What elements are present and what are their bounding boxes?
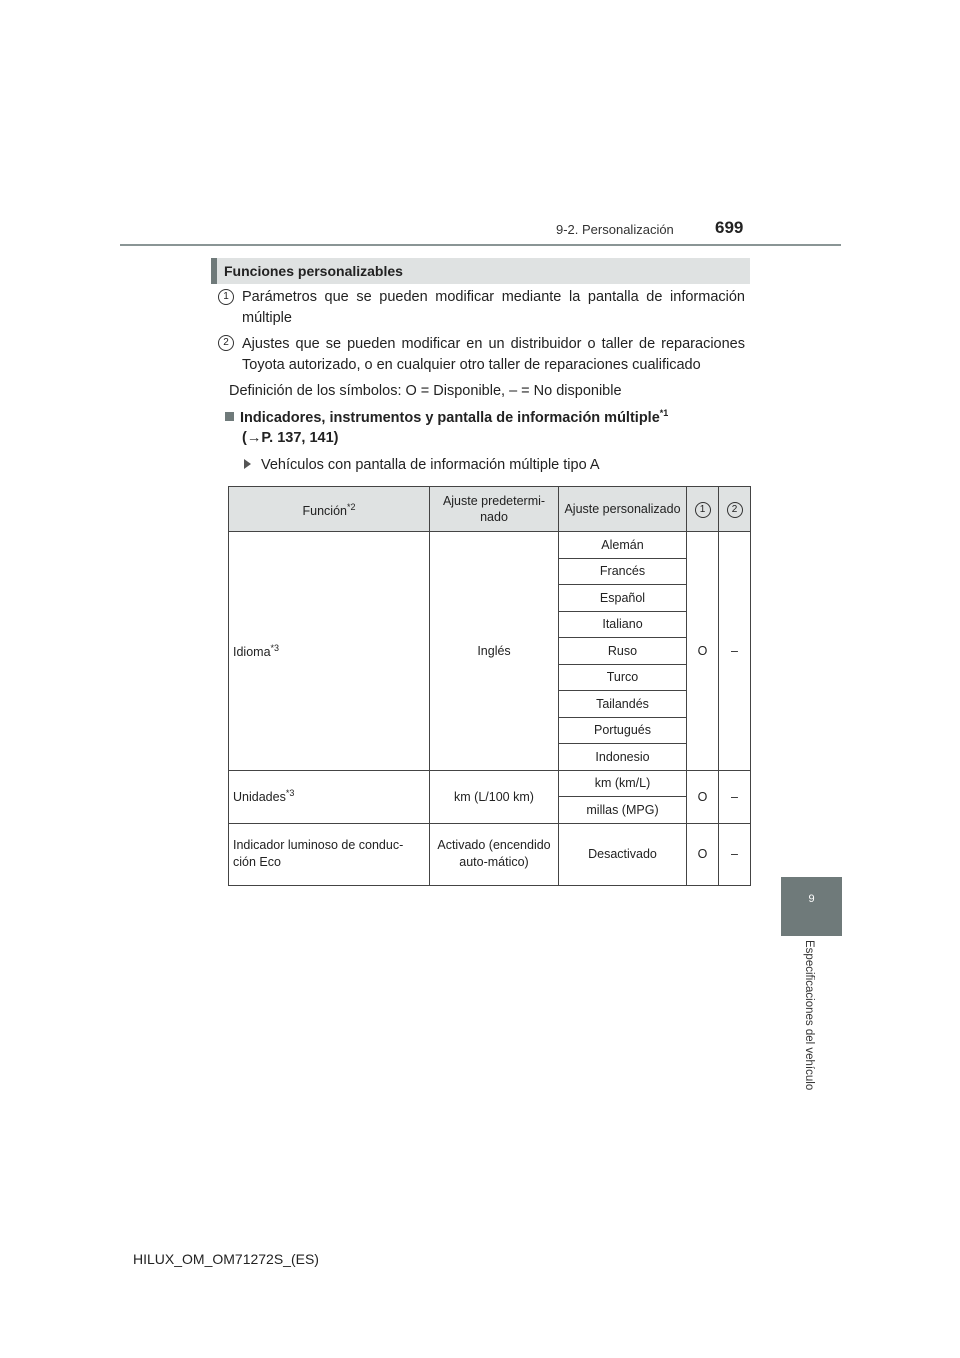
cell-language-default: Inglés bbox=[430, 532, 559, 771]
table-row bbox=[229, 532, 751, 559]
cell-units-col1: O bbox=[687, 770, 719, 823]
cell-language-col1: O bbox=[687, 532, 719, 771]
cell-language-option: Portugués bbox=[559, 717, 687, 744]
cell-units-option: km (km/L) bbox=[559, 770, 687, 797]
cell-units-option: millas (MPG) bbox=[559, 797, 687, 824]
chapter-tab-number: 9 bbox=[808, 893, 815, 905]
header-section-title: 9-2. Personalización bbox=[556, 222, 674, 237]
header-function: Función$^{*2}$ bbox=[229, 487, 430, 532]
subheading bbox=[225, 408, 668, 426]
header-divider bbox=[120, 244, 841, 246]
customization-table bbox=[228, 486, 751, 886]
note-marker-1: 1 bbox=[218, 289, 234, 305]
chapter-tab bbox=[781, 877, 842, 936]
cell-language-col2: – bbox=[719, 532, 751, 771]
section-title-accent bbox=[211, 258, 217, 284]
cell-eco-col1: O bbox=[687, 823, 719, 885]
vehicle-type-text: Vehículos con pantalla de información múltiple tipo A bbox=[261, 457, 600, 473]
note-text-2: Ajustes que se pueden modificar en un distribuidor o taller de reparaciones Toyota autorizado, o en cualquier otro taller de reparaciones cualificado bbox=[242, 336, 745, 373]
cell-eco-default: Activado (encendido auto-mático) bbox=[430, 823, 559, 885]
cell-language-option: Italiano bbox=[559, 611, 687, 638]
cell-units-function: Unidades$^{*3}$ bbox=[229, 770, 430, 823]
cell-units-default: km (L/100 km) bbox=[430, 770, 559, 823]
note-text-1: Parámetros que se pueden modificar mediante la pantalla de información múltiple bbox=[242, 289, 745, 326]
cell-units-col2: – bbox=[719, 770, 751, 823]
chapter-tab-label bbox=[801, 940, 817, 1180]
cell-language-option: Ruso bbox=[559, 638, 687, 665]
chapter-tab-label-text: Especificaciones del vehículo bbox=[803, 940, 815, 1091]
cell-eco-custom: Desactivado bbox=[559, 823, 687, 885]
table-row bbox=[229, 770, 751, 797]
header-col-1: 1 bbox=[687, 487, 719, 532]
footer-document-code: HILUX_OM_OM71272S_(ES) bbox=[133, 1251, 319, 1267]
note-marker-2: 2 bbox=[218, 335, 234, 351]
cell-language-option: Francés bbox=[559, 558, 687, 585]
section-title: Funciones personalizables bbox=[224, 263, 403, 279]
page-number: 699 bbox=[715, 218, 744, 237]
square-bullet-icon bbox=[225, 412, 234, 421]
symbol-definition: Definición de los símbolos: O = Disponible, – = No disponible bbox=[229, 383, 622, 399]
cell-language-option: Alemán bbox=[559, 532, 687, 559]
triangle-bullet-icon bbox=[244, 459, 251, 469]
cell-language-option: Español bbox=[559, 585, 687, 612]
table-header-row bbox=[229, 487, 751, 532]
cell-language-option: Turco bbox=[559, 664, 687, 691]
cell-eco-col2: – bbox=[719, 823, 751, 885]
subheading-text: Indicadores, instrumentos y pantalla de información múltiple bbox=[240, 409, 660, 426]
cell-language-option: Indonesio bbox=[559, 744, 687, 771]
header-default: Ajuste predetermi-nado bbox=[430, 487, 559, 532]
cell-eco-function: Indicador luminoso de conduc-ción Eco bbox=[229, 823, 430, 885]
subheading-page-ref: (→P. 137, 141) bbox=[242, 430, 339, 446]
header-col-2: 2 bbox=[719, 487, 751, 532]
cell-language-function: Idioma$^{*3}$ bbox=[229, 532, 430, 771]
cell-language-option: Tailandés bbox=[559, 691, 687, 718]
subheading-footnote: *1 bbox=[659, 408, 669, 418]
header-custom: Ajuste personalizado bbox=[559, 487, 687, 532]
table-row bbox=[229, 823, 751, 885]
vehicle-type-bullet bbox=[244, 455, 600, 476]
